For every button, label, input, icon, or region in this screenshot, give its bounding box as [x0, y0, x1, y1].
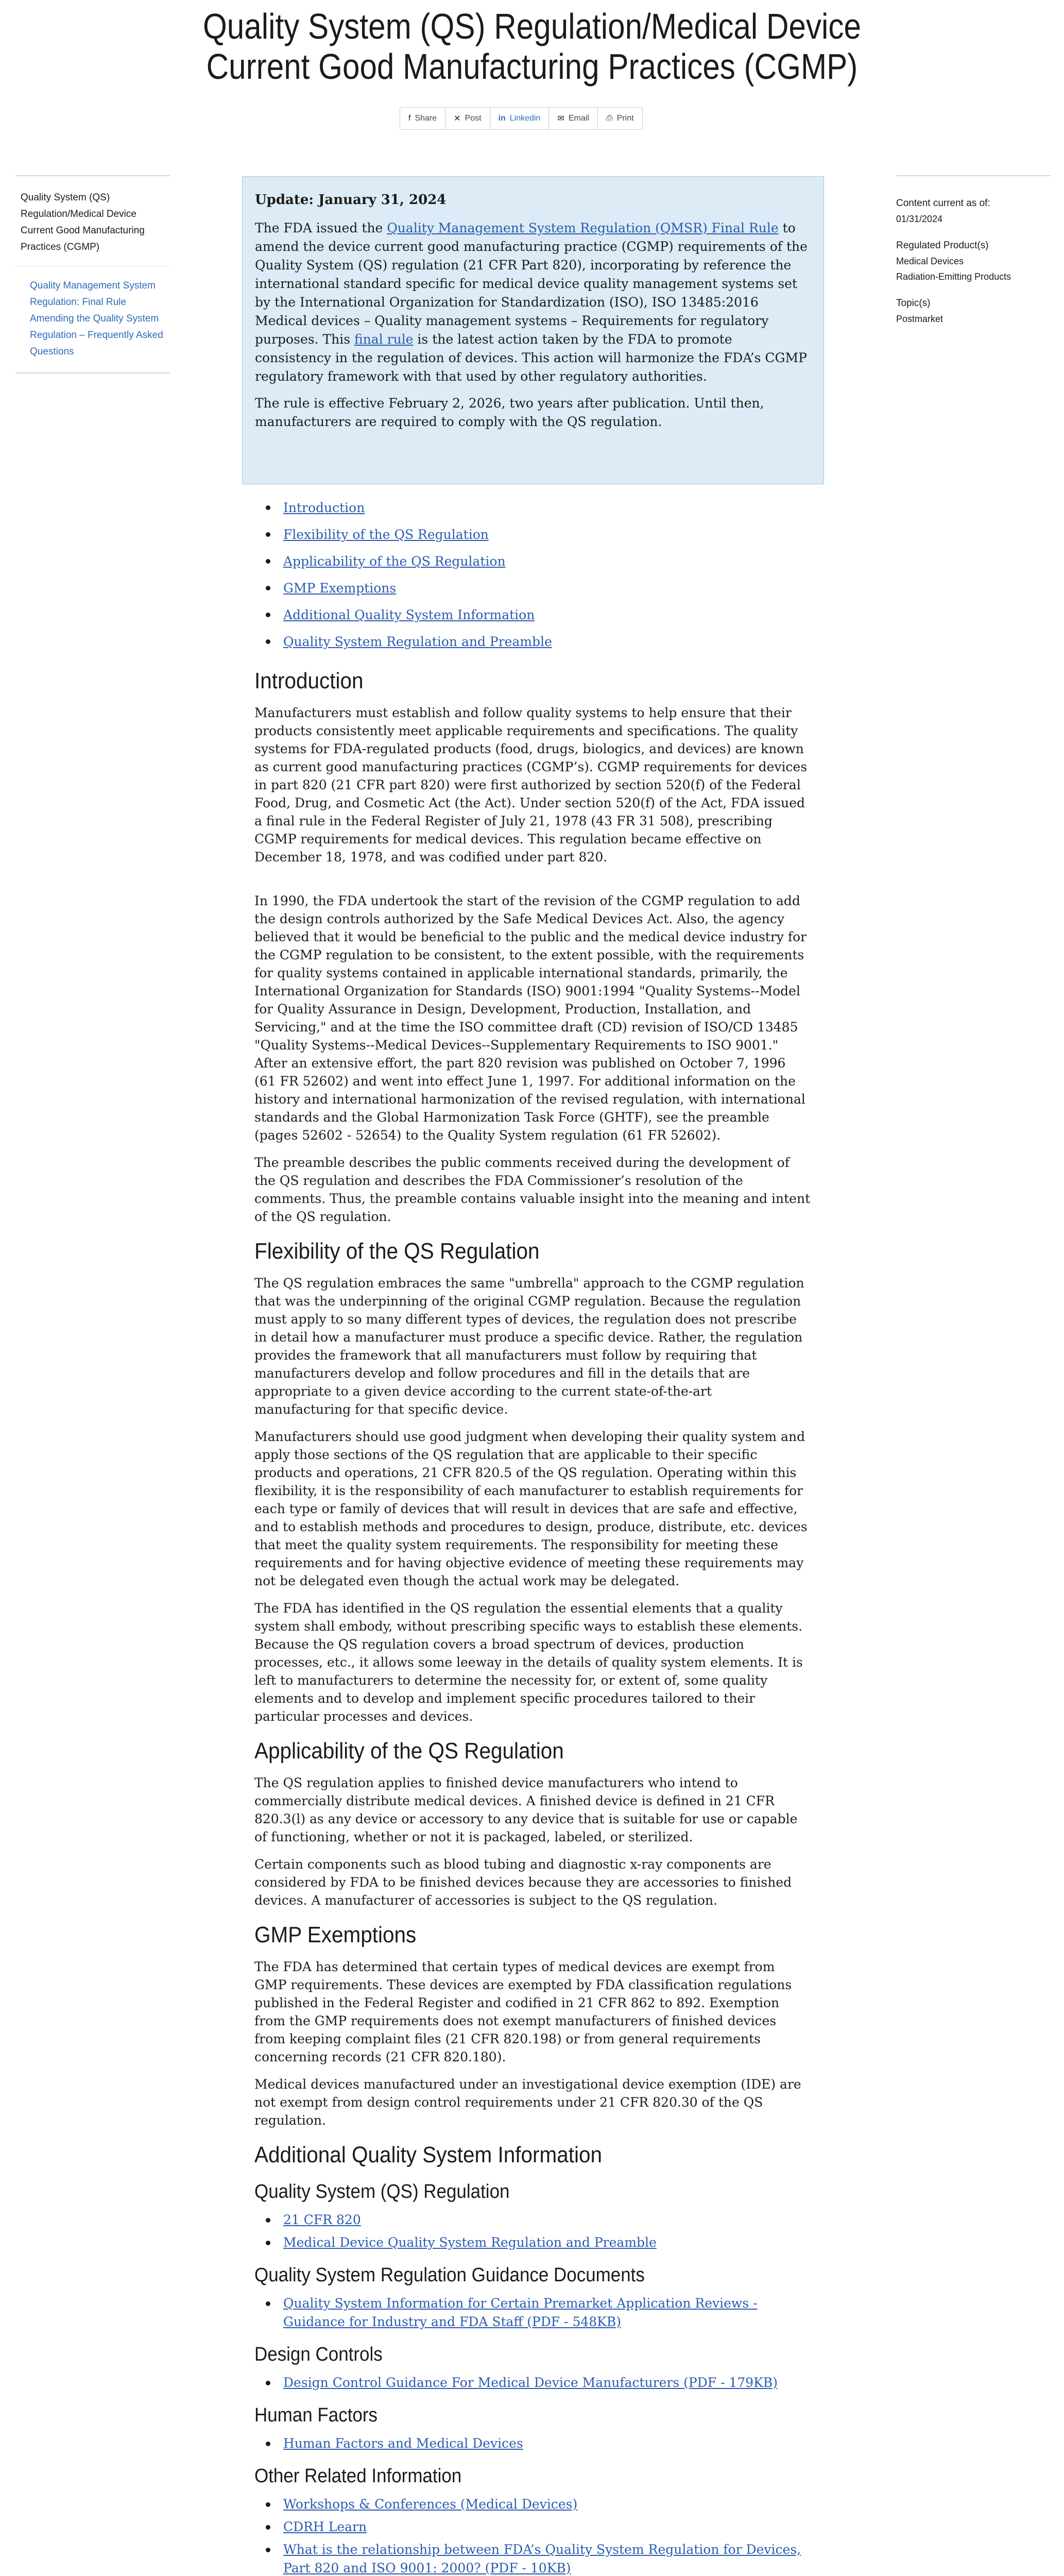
sidebar-links [15, 266, 170, 374]
resource-list [254, 2374, 811, 2392]
resource-list [254, 2294, 811, 2331]
post-label: Post [465, 114, 482, 123]
link-cdrh-learn[interactable]: CDRH Learn [283, 2519, 367, 2534]
x-icon: ✕ [454, 114, 461, 123]
toc-link-introduction[interactable]: Introduction [283, 500, 365, 515]
toc-item [266, 629, 811, 655]
alert-paragraph [255, 219, 811, 386]
subheading-qs-regulation: Quality System (QS) Regulation [254, 2181, 510, 2202]
intro-paragraph: Manufacturers must establish and follow quality systems to help ensure that their products consistently meet applicable requirements and specifications. The quality systems for FDA-regulated products (food, drugs, biologics, and devices) are known as current good manufacturing practices (CGMP’s). CGMP requirements for devices in part 820 (21 CFR part 820) were first authorized by section 520(f) of the Federal Food, Drug, and Cosmetic Act (the Act). Under section 520(f) of the Act, FDA issued a final rule in the Federal Register of July 21, 1978 (43 FR 31 508), prescribing CGMP requirements for medical devices. This regulation became effective on December 18, 1978, and was codified under part 820. [254, 705, 808, 865]
right-sidebar-meta [896, 175, 1051, 338]
facebook-icon: f [408, 114, 411, 123]
applicability-paragraph: Certain components such as blood tubing and diagnostic x-ray components are considered by FDA to be finished devices because they are accessories to finished devices. A manufacturer of accessories is subject to the QS regulation. [254, 1857, 792, 1908]
link-qs-iso-9001-relationship-pdf[interactable]: What is the relationship between FDA’s Quality System Regulation for Devices, Part 820 and ISO 9001: 2000? (PDF - 10KB) [283, 2542, 801, 2575]
linkedin-icon: in [498, 114, 506, 123]
applicability-paragraph: The QS regulation applies to finished device manufacturers who intend to commercially distribute medical devices. A finished device is defined in 21 CFR 820.3(l) as any device or accessory to any device that is suitable for use or capable of functioning, whether or not it is packaged, labeled, or sterilized. [254, 1775, 798, 1844]
section-heading-applicability: Applicability of the QS Regulation [254, 1738, 564, 1764]
alert-paragraph-effective: The rule is effective February 2, 2026, two years after publication. Until then, manufacturers are required to comply with the QS regulation. [255, 396, 764, 429]
toc-link-applicability[interactable]: Applicability of the QS Regulation [283, 554, 506, 569]
envelope-icon: ✉ [557, 114, 564, 123]
alert-text: The FDA issued the [255, 221, 387, 235]
subheading-human-factors: Human Factors [254, 2404, 377, 2426]
flexibility-paragraph: Manufacturers should use good judgment when developing their quality system and apply those sections of the QS regulation that are applicable to their specific products and operations, 21 CFR 820.5 of the QS regulation. Operating within this flexibility, it is the responsibility of each manufacturer to establish requirements for each type or family of devices that will result in devices that are safe and effective, and to establish methods and procedures to design, produce, distribute, etc. devices that meet the quality system requirements. The responsibility for meeting these requirements and for having objective evidence of meeting these requirements may not be delegated even though the actual work may be delegated. [254, 1429, 808, 1588]
toc-item [266, 548, 811, 575]
link-design-control-guidance-pdf[interactable]: Design Control Guidance For Medical Device Manufacturers (PDF - 179KB) [283, 2375, 778, 2390]
share-bar [400, 107, 643, 130]
content-current-label: Content current as of: [896, 198, 990, 209]
share-email-button[interactable] [549, 108, 597, 129]
link-premarket-guidance-pdf[interactable]: Quality System Information for Certain Premarket Application Reviews - Guidance for Industry and FDA Staff (PDF - 548KB) [283, 2296, 758, 2329]
page-title: Quality System (QS) Regulation/Medical Device Current Good Manufacturing Practices (CGMP) [202, 6, 862, 87]
list-item [266, 2374, 811, 2392]
content-current-date: 01/31/2024 [896, 214, 943, 224]
subheading-other-related-info: Other Related Information [254, 2465, 462, 2487]
subheading-design-controls: Design Controls [254, 2344, 383, 2365]
list-item [266, 2233, 811, 2252]
linkedin-label: Linkedin [509, 114, 541, 123]
alert-title: Update: January 31, 2024 [255, 192, 447, 208]
print-label: Print [616, 114, 634, 123]
link-workshops-conferences[interactable]: Workshops & Conferences (Medical Devices) [283, 2497, 578, 2512]
alert-text: is the latest action taken by the FDA to promote consistency in the regulation of devices. This action will harmonize the FDA’s CGMP regulatory framework with that used by other regulatory authorities. [255, 332, 807, 384]
print-button[interactable] [598, 108, 642, 129]
toc-item [266, 602, 811, 629]
subheading-guidance-documents: Quality System Regulation Guidance Documents [254, 2264, 645, 2286]
table-of-contents [254, 495, 811, 655]
resource-list [254, 2211, 811, 2252]
regulated-product: Radiation-Emitting Products [896, 272, 1011, 282]
divider [896, 175, 1051, 176]
resource-list [254, 2495, 811, 2576]
regulated-product: Medical Devices [896, 256, 964, 266]
toc-link-qs-regulation-preamble[interactable]: Quality System Regulation and Preamble [283, 634, 552, 649]
topics-label: Topic(s) [896, 298, 931, 309]
email-label: Email [568, 114, 589, 123]
share-facebook-button[interactable] [400, 108, 445, 129]
toc-item [266, 575, 811, 602]
share-x-button[interactable] [445, 108, 490, 129]
sidebar-link-qmsr-final-rule[interactable]: Quality Management System Regulation: Final Rule [30, 280, 156, 308]
final-rule-link[interactable]: final rule [354, 332, 414, 347]
list-item [266, 2540, 811, 2576]
qmsr-final-rule-link[interactable]: Quality Management System Regulation (QMSR) Final Rule [387, 221, 779, 235]
topic: Postmarket [896, 314, 943, 324]
flexibility-paragraph: The QS regulation embraces the same "umbrella" approach to the CGMP regulation that was the underpinning of the original CGMP regulation. Because the regulation must apply to so many different types of devices, the regulation does not prescribe in detail how a manufacturer must produce a specific device. Rather, the regulation provides the framework that all manufacturers must follow by requiring that manufacturers develop and follow procedures and fill in the details that are appropriate to a given device according to the current state-of-the-art manufacturing for that specific device. [254, 1276, 804, 1417]
link-21-cfr-820[interactable]: 21 CFR 820 [283, 2212, 361, 2227]
toc-item [266, 495, 811, 521]
toc-link-gmp-exemptions[interactable]: GMP Exemptions [283, 581, 397, 596]
list-item [266, 2518, 811, 2536]
gmp-paragraph: Medical devices manufactured under an investigational device exemption (IDE) are not exempt from design control requirements under 21 CFR 820.30 of the QS regulation. [254, 2077, 801, 2128]
list-item [266, 2211, 811, 2229]
section-heading-flexibility: Flexibility of the QS Regulation [254, 1239, 540, 1264]
update-alert-box [242, 176, 824, 484]
left-sidebar-nav [15, 175, 170, 374]
section-heading-gmp-exemptions: GMP Exemptions [254, 1922, 417, 1947]
toc-link-flexibility[interactable]: Flexibility of the QS Regulation [283, 527, 489, 542]
share-linkedin-button[interactable] [490, 108, 550, 129]
alert-text: to amend the device current good manufacturing practice (CGMP) requirements of the Quality System (QS) regulation (21 CFR Part 820), incorporating by reference the international standard specific for medical device quality management systems set by the International Organization for Standardization (ISO), ISO 13485:2016 Medical devices – Quality management systems – Requirements for regulatory purposes. This [255, 221, 808, 347]
resource-list [254, 2434, 811, 2453]
intro-paragraph: In 1990, the FDA undertook the start of the revision of the CGMP regulation to add the design controls authorized by the Safe Medical Devices Act. Also, the agency believed that it would be beneficial to the public and the medical device industry for the CGMP regulation to be consistent, to the extent possible, with the requirements for quality systems contained in applicable international standards, primarily, the International Organization for Standards (ISO) 9001:1994 "Quality Systems--Model for Quality Assurance in Design, Development, Production, Installation, and Servicing," and at the time the ISO committee draft (CD) revision of ISO/CD 13485 "Quality Systems--Medical Devices--Supplementary Requirements to ISO 9001." After an extensive effort, the part 820 revision was published on October 7, 1996 (61 FR 52602) and went into effect June 1, 1997. For additional information on the history and international harmonization of the revised regulation, with international standards and the Global Harmonization Task Force (GHTF), see the preamble (pages 52602 - 52654) to the Quality System regulation (61 FR 52602). [254, 893, 807, 1143]
toc-link-additional-info[interactable]: Additional Quality System Information [283, 607, 535, 622]
share-label: Share [415, 114, 437, 123]
intro-paragraph: The preamble describes the public comments received during the development of the QS regulation and describes the FDA Commissioner’s resolution of the comments. Thus, the preamble contains valuable insight into the meaning and intent of the QS regulation. [254, 1155, 811, 1224]
list-item [266, 2495, 811, 2514]
regulated-products-label: Regulated Product(s) [896, 240, 989, 251]
sidebar-link-faq[interactable]: Amending the Quality System Regulation – Frequently Asked Questions [30, 313, 163, 357]
printer-icon: ⎙ [606, 114, 613, 123]
section-heading-additional-info: Additional Quality System Information [254, 2142, 602, 2167]
sidebar-title: Quality System (QS) Regulation/Medical Device Current Good Manufacturing Practices (CGMP) [21, 192, 145, 252]
toc-item [266, 521, 811, 548]
flexibility-paragraph: The FDA has identified in the QS regulation the essential elements that a quality system shall embody, without prescribing specific ways to establish these elements. Because the QS regulation covers a broad spectrum of devices, production processes, etc., it allows some leeway in the details of quality system elements. It is left to manufacturers to determine the necessity for, or extent of, some quality elements and to develop and implement specific procedures tailored to their particular processes and devices. [254, 1601, 803, 1724]
section-heading-introduction: Introduction [254, 668, 364, 693]
link-qs-regulation-preamble[interactable]: Medical Device Quality System Regulation and Preamble [283, 2235, 657, 2250]
gmp-paragraph: The FDA has determined that certain types of medical devices are exempt from GMP requirements. These devices are exempted by FDA classification regulations published in the Federal Register and codified in 21 CFR 862 to 892. Exemption from the GMP requirements does not exempt manufacturers of finished devices from keeping complaint files (21 CFR 820.198) or from general requirements concerning records (21 CFR 820.180). [254, 1959, 792, 2064]
link-human-factors[interactable]: Human Factors and Medical Devices [283, 2436, 523, 2451]
list-item [266, 2294, 811, 2331]
main-content [254, 495, 811, 2576]
list-item [266, 2434, 811, 2453]
